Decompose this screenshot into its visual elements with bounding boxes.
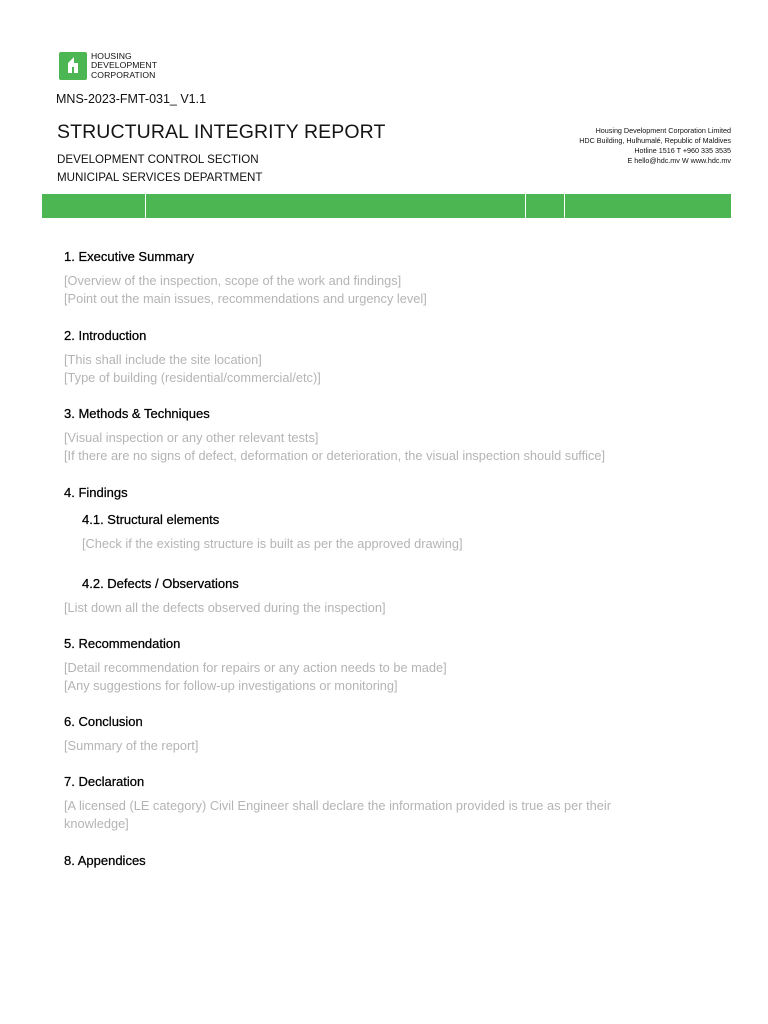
placeholder-line: [Visual inspection or any other relevant tests]: [64, 430, 319, 445]
subsection-heading: 4.1. Structural elements: [82, 512, 220, 527]
placeholder-line: [List down all the defects observed during the inspection]: [64, 600, 386, 615]
placeholder-line: knowledge]: [64, 816, 129, 832]
logo-line-3: CORPORATION: [91, 69, 156, 80]
bar-divider: [145, 194, 146, 218]
bar-divider: [564, 194, 565, 218]
section-heading: 7. Declaration: [64, 774, 145, 789]
document-code: MNS-2023-FMT-031_ V1.1: [56, 92, 207, 106]
hdc-logo-icon: [59, 52, 87, 80]
section-methods: [64, 406, 605, 466]
subsection-structural-elements: [64, 512, 463, 553]
logo-wordmark: [91, 52, 157, 80]
section-appendices: [64, 853, 146, 868]
section-heading: 6. Conclusion: [64, 714, 143, 729]
placeholder-line: [Overview of the inspection, scope of the work and findings]: [64, 273, 402, 288]
placeholder-line: [A licensed (LE category) Civil Engineer shall declare the information provided is true as per their: [64, 798, 611, 813]
section-heading: 2. Introduction: [64, 328, 147, 343]
logo-line-2: DEVELOPMENT: [91, 60, 158, 71]
bar-divider: [525, 194, 526, 218]
page-title: STRUCTURAL INTEGRITY REPORT: [57, 121, 386, 143]
section-conclusion: [64, 714, 198, 755]
placeholder-line: [If there are no signs of defect, deformation or deterioration, the visual inspection should suffice]: [64, 448, 606, 464]
section-name: DEVELOPMENT CONTROL SECTION: [57, 153, 259, 166]
contact-phone: Hotline 1516 T +960 335 3535: [634, 145, 731, 155]
placeholder-line: [Check if the existing structure is built as per the approved drawing]: [82, 536, 463, 551]
subsection-defects: [64, 576, 386, 617]
contact-company: Housing Development Corporation Limited: [595, 126, 731, 135]
hdc-logo: [59, 52, 157, 80]
section-executive-summary: [64, 249, 427, 309]
section-recommendation: [64, 636, 447, 696]
section-heading: 3. Methods & Techniques: [64, 406, 210, 421]
placeholder-line: [Detail recommendation for repairs or any action needs to be made]: [64, 660, 447, 675]
section-findings: [64, 485, 128, 500]
section-heading: 5. Recommendation: [64, 636, 181, 651]
section-introduction: [64, 328, 321, 388]
department-name: MUNICIPAL SERVICES DEPARTMENT: [57, 171, 263, 184]
section-heading: 1. Executive Summary: [64, 249, 195, 264]
section-heading: 8. Appendices: [64, 853, 146, 868]
contact-block: [579, 126, 731, 166]
placeholder-line: [This shall include the site location]: [64, 352, 262, 367]
header-green-bar: [42, 194, 731, 218]
placeholder-line: [Summary of the report]: [64, 738, 199, 753]
placeholder-line: [Any suggestions for follow-up investigations or monitoring]: [64, 678, 398, 694]
placeholder-line: [Type of building (residential/commercial/etc)]: [64, 370, 321, 386]
section-declaration: [64, 774, 611, 834]
section-heading: 4. Findings: [64, 485, 128, 500]
subsection-heading: 4.2. Defects / Observations: [82, 576, 239, 591]
logo-line-1: HOUSING: [91, 51, 132, 61]
contact-email-web: E hello@hdc.mv W www.hdc.mv: [627, 155, 731, 165]
contact-address: HDC Building, Hulhumalé, Republic of Maldives: [579, 135, 731, 145]
placeholder-line: [Point out the main issues, recommendations and urgency level]: [64, 291, 427, 307]
